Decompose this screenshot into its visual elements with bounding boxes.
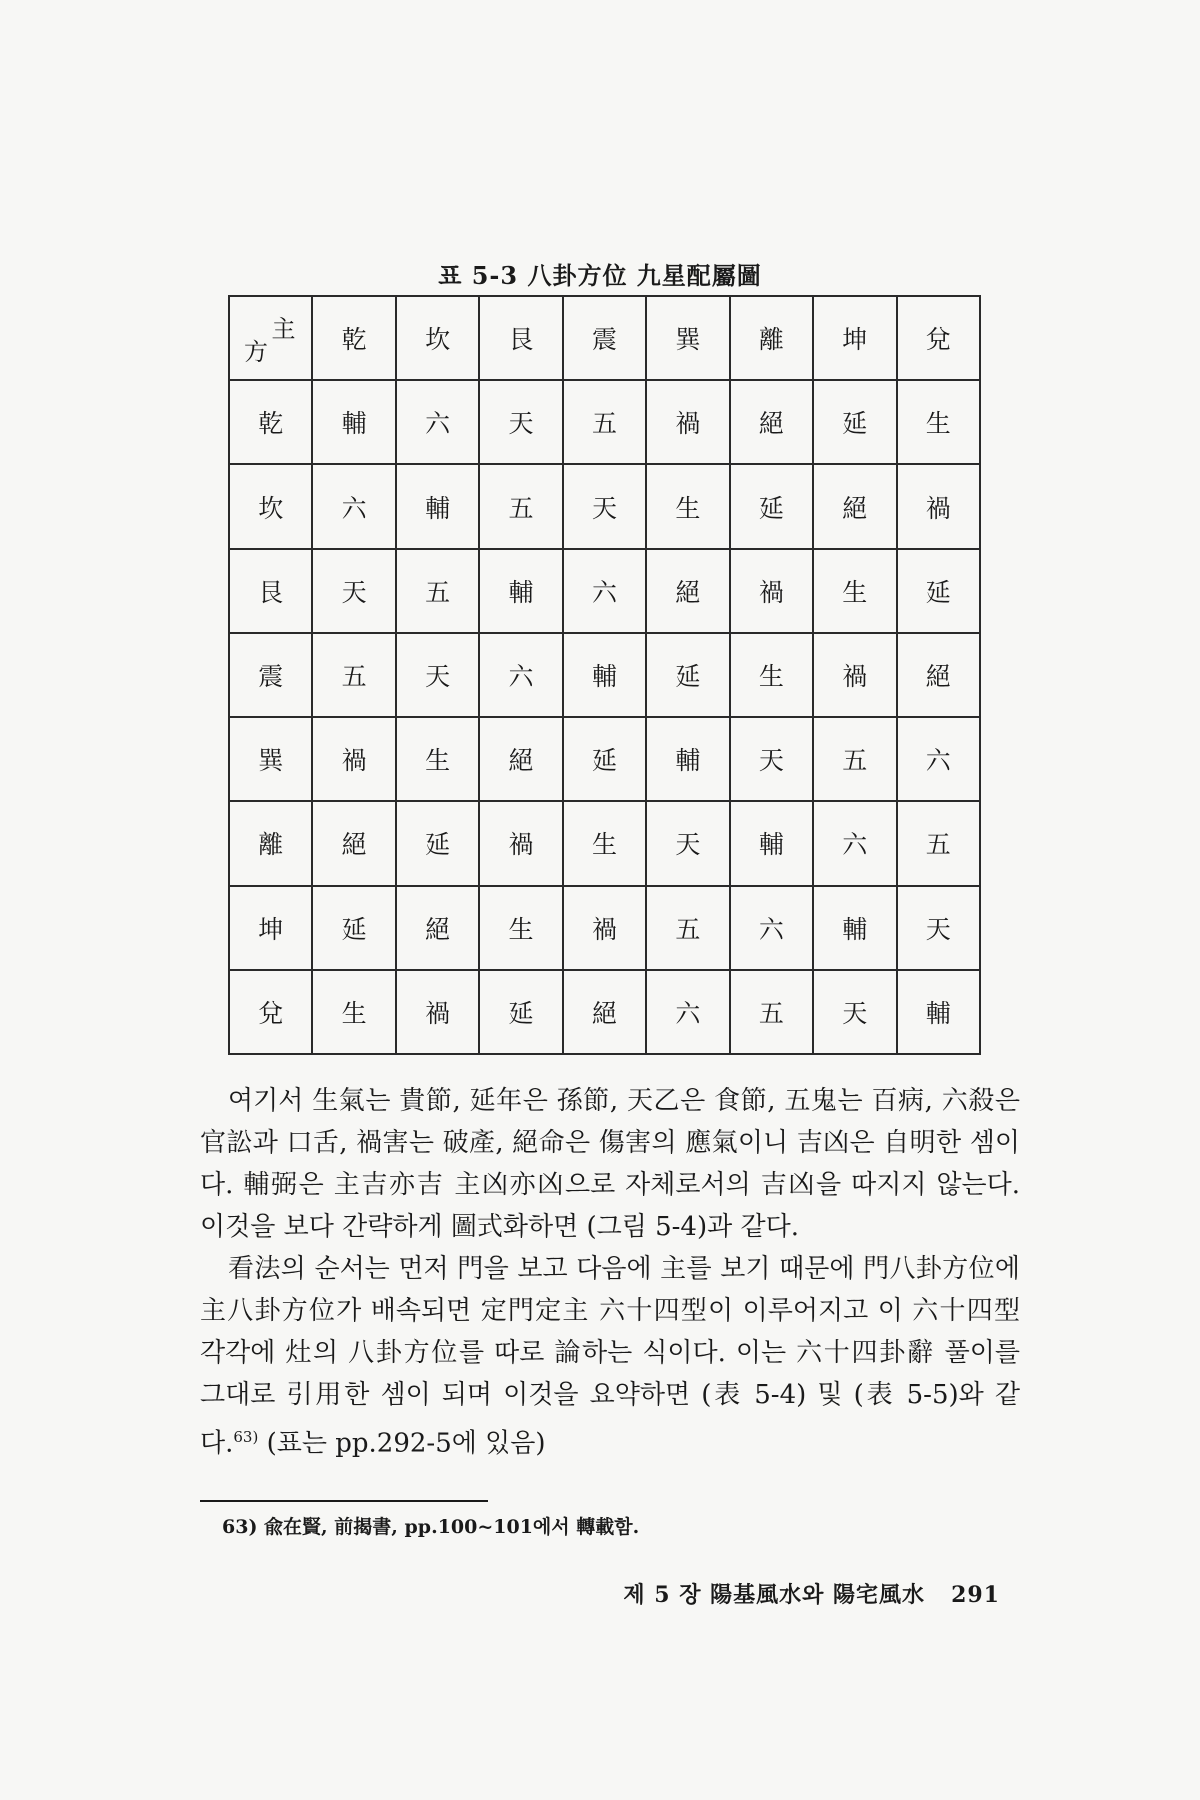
column-header: 離: [730, 296, 813, 380]
column-header: 兌: [897, 296, 981, 380]
table-cell: 延: [312, 886, 395, 970]
table-cell: 五: [563, 380, 646, 464]
table-cell: 絕: [897, 633, 981, 717]
table-cell: 六: [563, 549, 646, 633]
table-cell: 生: [730, 633, 813, 717]
paragraph-2-tail: (표는 pp.292-5에 있음): [258, 1428, 546, 1459]
column-header: 坤: [813, 296, 896, 380]
table-cell: 延: [479, 970, 562, 1054]
table-cell: 天: [730, 717, 813, 801]
table-cell: 延: [813, 380, 896, 464]
table-cell: 六: [897, 717, 981, 801]
table-cell: 五: [730, 970, 813, 1054]
table-cell: 輔: [646, 717, 729, 801]
column-header: 乾: [312, 296, 395, 380]
paragraph-1: 여기서 生氣는 貴節, 延年은 孫節, 天乙은 食節, 五鬼는 百病, 六殺은 官訟과 口舌, 禍害는 破產, 絕命은 傷害의 應氣이니 吉凶은 自明한 셈이다. 輔弼은 主吉亦吉 主凶亦凶으로 자체로서의 吉凶을 따지지 않는다. 이것을 보다 간략하게 圖式화하면 (그림 5-4)과 같다.: [200, 1086, 1020, 1242]
running-footer: [623, 1578, 1000, 1609]
table-cell: 輔: [730, 801, 813, 885]
table-cell: 六: [646, 970, 729, 1054]
table-cell: 生: [813, 549, 896, 633]
table-cell: 五: [312, 633, 395, 717]
table-cell: 絕: [312, 801, 395, 885]
row-header: 兌: [229, 970, 312, 1054]
corner-top-label: 主: [271, 315, 296, 343]
footnote: 63) 兪在賢, 前揭書, pp.100~101에서 轉載함.: [222, 1516, 640, 1538]
row-header: 艮: [229, 549, 312, 633]
row-header: 離: [229, 801, 312, 885]
column-header: 坎: [396, 296, 479, 380]
table-cell: 絕: [563, 970, 646, 1054]
chapter-title: 제 5 장 陽基風水와 陽宅風水: [623, 1582, 926, 1608]
table-cell: 六: [730, 886, 813, 970]
table-cell: 絕: [813, 464, 896, 548]
table-row: [229, 717, 980, 801]
column-header: 艮: [479, 296, 562, 380]
row-header: 坤: [229, 886, 312, 970]
table-row: [229, 464, 980, 548]
table-cell: 延: [646, 633, 729, 717]
bagua-nine-star-table: [228, 295, 981, 1055]
page-number: 291: [951, 1582, 1000, 1608]
table-cell: 延: [897, 549, 981, 633]
table-row: [229, 970, 980, 1054]
table-cell: 五: [897, 801, 981, 885]
table-cell: 天: [312, 549, 395, 633]
table-cell: 天: [646, 801, 729, 885]
paragraph-2: [200, 1248, 1020, 1465]
footnote-rule: [200, 1500, 488, 1502]
row-header: 坎: [229, 464, 312, 548]
table-cell: 禍: [730, 549, 813, 633]
table-cell: 五: [813, 717, 896, 801]
corner-bottom-label: 方: [244, 338, 268, 367]
table-title: 표 5-3 八卦方位 九星配屬圖: [438, 261, 762, 290]
body-text: [200, 1080, 1020, 1465]
row-header: 巽: [229, 717, 312, 801]
bagua-table-wrapper: [228, 295, 981, 1055]
column-header: 巽: [646, 296, 729, 380]
table-row: [229, 633, 980, 717]
table-cell: 禍: [396, 970, 479, 1054]
table-cell: 六: [396, 380, 479, 464]
table-cell: 五: [396, 549, 479, 633]
table-cell: 六: [813, 801, 896, 885]
table-cell: 輔: [312, 380, 395, 464]
table-cell: 禍: [479, 801, 562, 885]
table-cell: 天: [563, 464, 646, 548]
corner-cell: [229, 296, 312, 380]
table-cell: 五: [479, 464, 562, 548]
table-cell: 六: [479, 633, 562, 717]
table-cell: 絕: [479, 717, 562, 801]
table-cell: 六: [312, 464, 395, 548]
table-cell: 生: [312, 970, 395, 1054]
table-cell: 天: [396, 633, 479, 717]
table-cell: 輔: [563, 633, 646, 717]
table-cell: 輔: [396, 464, 479, 548]
table-cell: 延: [563, 717, 646, 801]
table-cell: 絕: [396, 886, 479, 970]
table-cell: 天: [479, 380, 562, 464]
table-cell: 天: [897, 886, 981, 970]
table-header-row: [229, 296, 980, 380]
table-cell: 禍: [646, 380, 729, 464]
table-cell: 延: [396, 801, 479, 885]
table-cell: 禍: [563, 886, 646, 970]
table-cell: 生: [646, 464, 729, 548]
row-header: 乾: [229, 380, 312, 464]
table-cell: 輔: [897, 970, 981, 1054]
footnote-ref: 63): [233, 1428, 259, 1446]
table-cell: 絕: [646, 549, 729, 633]
table-cell: 延: [730, 464, 813, 548]
column-header: 震: [563, 296, 646, 380]
table-cell: 禍: [897, 464, 981, 548]
table-cell: 生: [897, 380, 981, 464]
table-row: [229, 886, 980, 970]
row-header: 震: [229, 633, 312, 717]
table-cell: 絕: [730, 380, 813, 464]
table-row: [229, 380, 980, 464]
table-row: [229, 549, 980, 633]
paragraph-2-text: 看法의 순서는 먼저 門을 보고 다음에 主를 보기 때문에 門八卦方位에 主八卦方位가 배속되면 定門定主 六十四型이 이루어지고 이 六十四型 각각에 灶의 八卦方位를 따로 論하는 식이다. 이는 六十四卦辭 풀이를 그대로 引用한 셈이 되며 이것을 요약하면 (表 5-4) 및 (表 5-5)와 같다.: [200, 1254, 1020, 1459]
table-cell: 輔: [813, 886, 896, 970]
table-cell: 生: [479, 886, 562, 970]
table-cell: 輔: [479, 549, 562, 633]
table-cell: 五: [646, 886, 729, 970]
table-cell: 禍: [312, 717, 395, 801]
table-cell: 天: [813, 970, 896, 1054]
table-cell: 生: [396, 717, 479, 801]
table-cell: 禍: [813, 633, 896, 717]
table-row: [229, 801, 980, 885]
table-cell: 生: [563, 801, 646, 885]
